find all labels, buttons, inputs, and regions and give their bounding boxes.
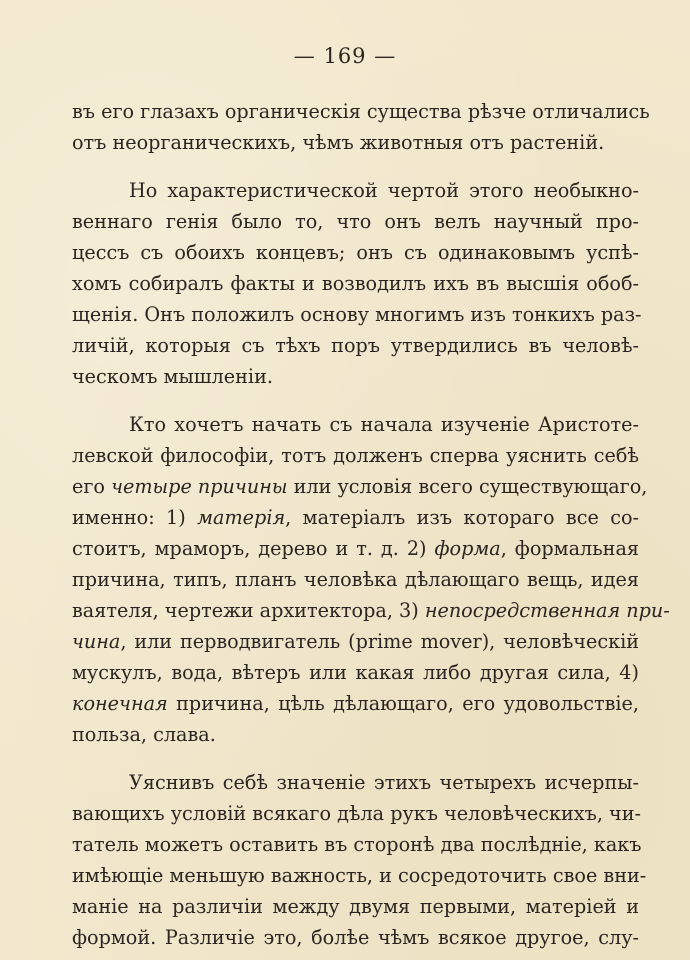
italic-term: матерія — [197, 506, 286, 529]
text-line: ваятеля, чертежи архитектора, 3) непосредственная при- — [72, 599, 670, 622]
paragraph-1 — [72, 96, 650, 158]
text-line: щенія. Онъ положилъ основу многимъ изъ тонкихъ раз- — [72, 303, 642, 326]
text-line: польза, слава. — [72, 723, 216, 746]
body-text — [72, 96, 670, 953]
paragraph-4 — [72, 767, 647, 953]
text-line: хомъ собиралъ факты и возводилъ ихъ въ высшія обоб- — [72, 272, 639, 295]
paragraph-3 — [72, 409, 670, 750]
italic-term: непосредственная при- — [424, 599, 670, 622]
text-line: отъ неорганическихъ, чѣмъ животныя отъ растеній. — [72, 131, 605, 154]
text-line: Но характеристической чертой этого необыкно- — [129, 179, 639, 202]
text-line: вающихъ условій всякаго дѣла рукъ человѣческихъ, чи- — [72, 802, 641, 825]
text-line: формой. Различіе это, болѣе чѣмъ всякое другое, слу- — [72, 926, 639, 949]
text-line: татель можетъ оставить въ сторонѣ два послѣдніе, какъ — [72, 833, 642, 856]
text-line: Кто хочетъ начать съ начала изученіе Аристоте- — [129, 413, 639, 436]
italic-term: четыре причины — [111, 475, 288, 498]
paragraph-2 — [72, 175, 642, 392]
italic-term: форма — [434, 537, 501, 560]
text-line: именно: 1) матерія, матеріалъ изъ котораго все со- — [72, 506, 639, 529]
page-number: — 169 — — [293, 44, 397, 68]
text-line: причина, типъ, планъ человѣка дѣлающаго вещь, идея — [72, 568, 639, 591]
text-line: въ его глазахъ органическія существа рѣзче отличались — [72, 100, 650, 123]
text-line: маніе на различіи между двумя первыми, матеріей и — [72, 895, 639, 918]
text-line: личій, которыя съ тѣхъ поръ утвердились въ человѣ- — [72, 334, 639, 357]
text-line: мускулъ, вода, вѣтеръ или какая либо другая сила, 4) — [72, 661, 639, 684]
text-line: стоитъ, мраморъ, дерево и т. д. 2) форма, формальная — [72, 537, 639, 560]
italic-term: конечная — [72, 692, 168, 715]
italic-term: чина — [72, 630, 121, 653]
text-line: чина, или перводвигатель (prime mover), человѣческій — [72, 630, 639, 653]
text-line: Уяснивъ себѣ значеніе этихъ четырехъ исчерпы- — [129, 771, 639, 794]
text-line: веннаго генія было то, что онъ велъ научный про- — [72, 210, 639, 233]
text-line: ческомъ мышленіи. — [72, 365, 273, 388]
text-line: цессъ съ обоихъ концевъ; онъ съ одинаковымъ успѣ- — [72, 241, 639, 264]
text-line: его четыре причины или условія всего существующаго, — [72, 475, 648, 498]
text-line: конечная причина, цѣль дѣлающаго, его удовольствіе, — [72, 692, 639, 715]
text-line: имѣющіе меньшую важность, и сосредоточить свое вни- — [72, 864, 647, 887]
text-line: левской философіи, тотъ долженъ сперва уяснить себѣ — [72, 444, 639, 467]
